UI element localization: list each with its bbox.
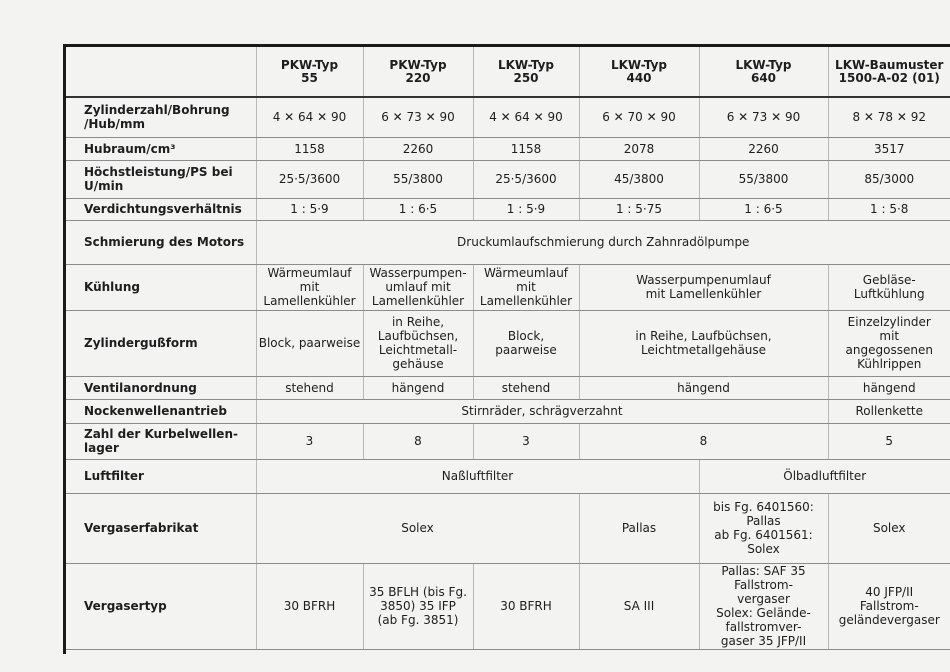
column-type: LKW-Typ	[610, 57, 668, 72]
column-type: PKW-Typ	[280, 57, 339, 72]
row-lager	[66, 423, 950, 459]
row-verdichtung	[66, 198, 950, 220]
table-cell: hängend	[579, 376, 828, 399]
column-model: 440	[626, 70, 652, 85]
table-cell: 1 : 5·9	[256, 198, 363, 220]
row-luftfilter	[66, 459, 950, 493]
row-label: Schmierung des Motors	[66, 220, 256, 264]
table-cell: 45/3800	[579, 160, 699, 198]
column-header-pkw-220	[363, 47, 473, 97]
row-schmierung	[66, 220, 950, 264]
table-cell: 2260	[699, 137, 828, 160]
column-header-lkw-1500	[828, 47, 950, 97]
row-hubraum	[66, 137, 950, 160]
table-cell: Wärmeumlauf mit Lamellenkühler	[256, 264, 363, 310]
column-model: 55	[301, 70, 318, 85]
table-cell: Solex	[828, 493, 950, 563]
table-cell: 3	[256, 423, 363, 459]
row-label: Hubraum/cm³	[66, 137, 256, 160]
table-cell: 25·5/3600	[256, 160, 363, 198]
table-cell: 4 ✕ 64 ✕ 90	[256, 97, 363, 137]
table-cell: 6 ✕ 70 ✕ 90	[579, 97, 699, 137]
header-row	[66, 47, 950, 97]
engine-spec-table	[66, 47, 950, 650]
table-cell: hängend	[828, 376, 950, 399]
row-ventil	[66, 376, 950, 399]
column-model: 250	[513, 70, 539, 85]
row-label: Zahl der Kurbelwellen- lager	[66, 423, 256, 459]
table-cell: SA III	[579, 563, 699, 649]
row-vergasertyp	[66, 563, 950, 649]
column-type: LKW-Typ	[497, 57, 555, 72]
table-cell: Druckumlaufschmierung durch Zahnradölpumpe	[256, 220, 950, 264]
table-cell: 8 ✕ 78 ✕ 92	[828, 97, 950, 137]
table-cell: in Reihe, Laufbüchsen, Leichtmetall- gehäuse	[363, 310, 473, 376]
column-header-lkw-250	[473, 47, 579, 97]
row-label: Vergasertyp	[66, 563, 256, 649]
row-vergaserfabrikat	[66, 493, 950, 563]
table-cell: 30 BFRH	[256, 563, 363, 649]
table-cell: 2260	[363, 137, 473, 160]
table-cell: 55/3800	[363, 160, 473, 198]
table-cell: 3517	[828, 137, 950, 160]
table-cell: 3	[473, 423, 579, 459]
table-cell: Block, paarweise	[256, 310, 363, 376]
column-type: PKW-Typ	[389, 57, 447, 72]
table-cell: Pallas	[579, 493, 699, 563]
table-cell: 25·5/3600	[473, 160, 579, 198]
table-cell: 40 JFP/II Fallstrom- geländevergaser	[828, 563, 950, 649]
table-cell: 1 : 5·9	[473, 198, 579, 220]
table-cell: 30 BFRH	[473, 563, 579, 649]
column-header-lkw-640	[699, 47, 828, 97]
table-cell: 1 : 6·5	[363, 198, 473, 220]
table-cell: Wärmeumlauf mit Lamellenkühler	[473, 264, 579, 310]
column-model: 640	[750, 70, 777, 85]
table-cell: Stirnräder, schrägverzahnt	[256, 399, 828, 423]
row-label: Zylindergußform	[66, 310, 256, 376]
table-cell: Solex	[256, 493, 579, 563]
table-cell: stehend	[256, 376, 363, 399]
table-cell: Rollenkette	[828, 399, 950, 423]
row-label: Ventilanordnung	[66, 376, 256, 399]
row-label: Luftfilter	[66, 459, 256, 493]
table-cell: 35 BFLH (bis Fg. 3850) 35 IFP (ab Fg. 3851)	[363, 563, 473, 649]
table-cell: Gebläse- Luftkühlung	[828, 264, 950, 310]
column-model: 220	[405, 70, 431, 85]
table-cell: in Reihe, Laufbüchsen, Leichtmetallgehäuse	[579, 310, 828, 376]
column-model: 1500-A-02 (01)	[838, 70, 940, 85]
table-cell: 6 ✕ 73 ✕ 90	[699, 97, 828, 137]
column-type: LKW-Typ	[735, 57, 792, 72]
table-cell: 1 : 5·8	[828, 198, 950, 220]
table-cell: Block, paarweise	[473, 310, 579, 376]
table-cell: 85/3000	[828, 160, 950, 198]
column-header-lkw-440	[579, 47, 699, 97]
row-label: Verdichtungsverhältnis	[66, 198, 256, 220]
table-cell: hängend	[363, 376, 473, 399]
row-label: Kühlung	[66, 264, 256, 310]
table-cell: 1 : 5·75	[579, 198, 699, 220]
row-label: Vergaserfabrikat	[66, 493, 256, 563]
row-label: Nockenwellenantrieb	[66, 399, 256, 423]
table-cell: Pallas: SAF 35 Fallstrom- vergaser Solex: Gelände- fallstromver- gaser 35 JFP/II	[699, 563, 828, 649]
table-cell: 6 ✕ 73 ✕ 90	[363, 97, 473, 137]
table-cell: 5	[828, 423, 950, 459]
row-label: Höchstleistung/PS bei U/min	[66, 160, 256, 198]
table-cell: bis Fg. 6401560: Pallas ab Fg. 6401561: Solex	[699, 493, 828, 563]
table-cell: Einzelzylinder mit angegossenen Kühlrippen	[828, 310, 950, 376]
header-corner-cell	[66, 47, 256, 97]
column-type: LKW-Baumuster	[835, 57, 944, 72]
table-cell: 1158	[473, 137, 579, 160]
row-nocken	[66, 399, 950, 423]
row-gussform	[66, 310, 950, 376]
table-cell: 8	[363, 423, 473, 459]
table-cell: Wasserpumpen- umlauf mit Lamellenkühler	[363, 264, 473, 310]
row-zylinderzahl	[66, 97, 950, 137]
table-cell: 1 : 6·5	[699, 198, 828, 220]
row-leistung	[66, 160, 950, 198]
table-cell: 8	[579, 423, 828, 459]
table-cell: 1158	[256, 137, 363, 160]
row-label: Zylinderzahl/Bohrung /Hub/mm	[66, 97, 256, 137]
column-header-pkw-55	[256, 47, 363, 97]
table-cell: stehend	[473, 376, 579, 399]
row-kuehlung	[66, 264, 950, 310]
table-cell: Ölbadluftfilter	[699, 459, 950, 493]
table-cell: 4 ✕ 64 ✕ 90	[473, 97, 579, 137]
table-cell: 2078	[579, 137, 699, 160]
table-cell: Wasserpumpenumlauf mit Lamellenkühler	[579, 264, 828, 310]
table-cell: 55/3800	[699, 160, 828, 198]
table-cell: Naßluftfilter	[256, 459, 699, 493]
